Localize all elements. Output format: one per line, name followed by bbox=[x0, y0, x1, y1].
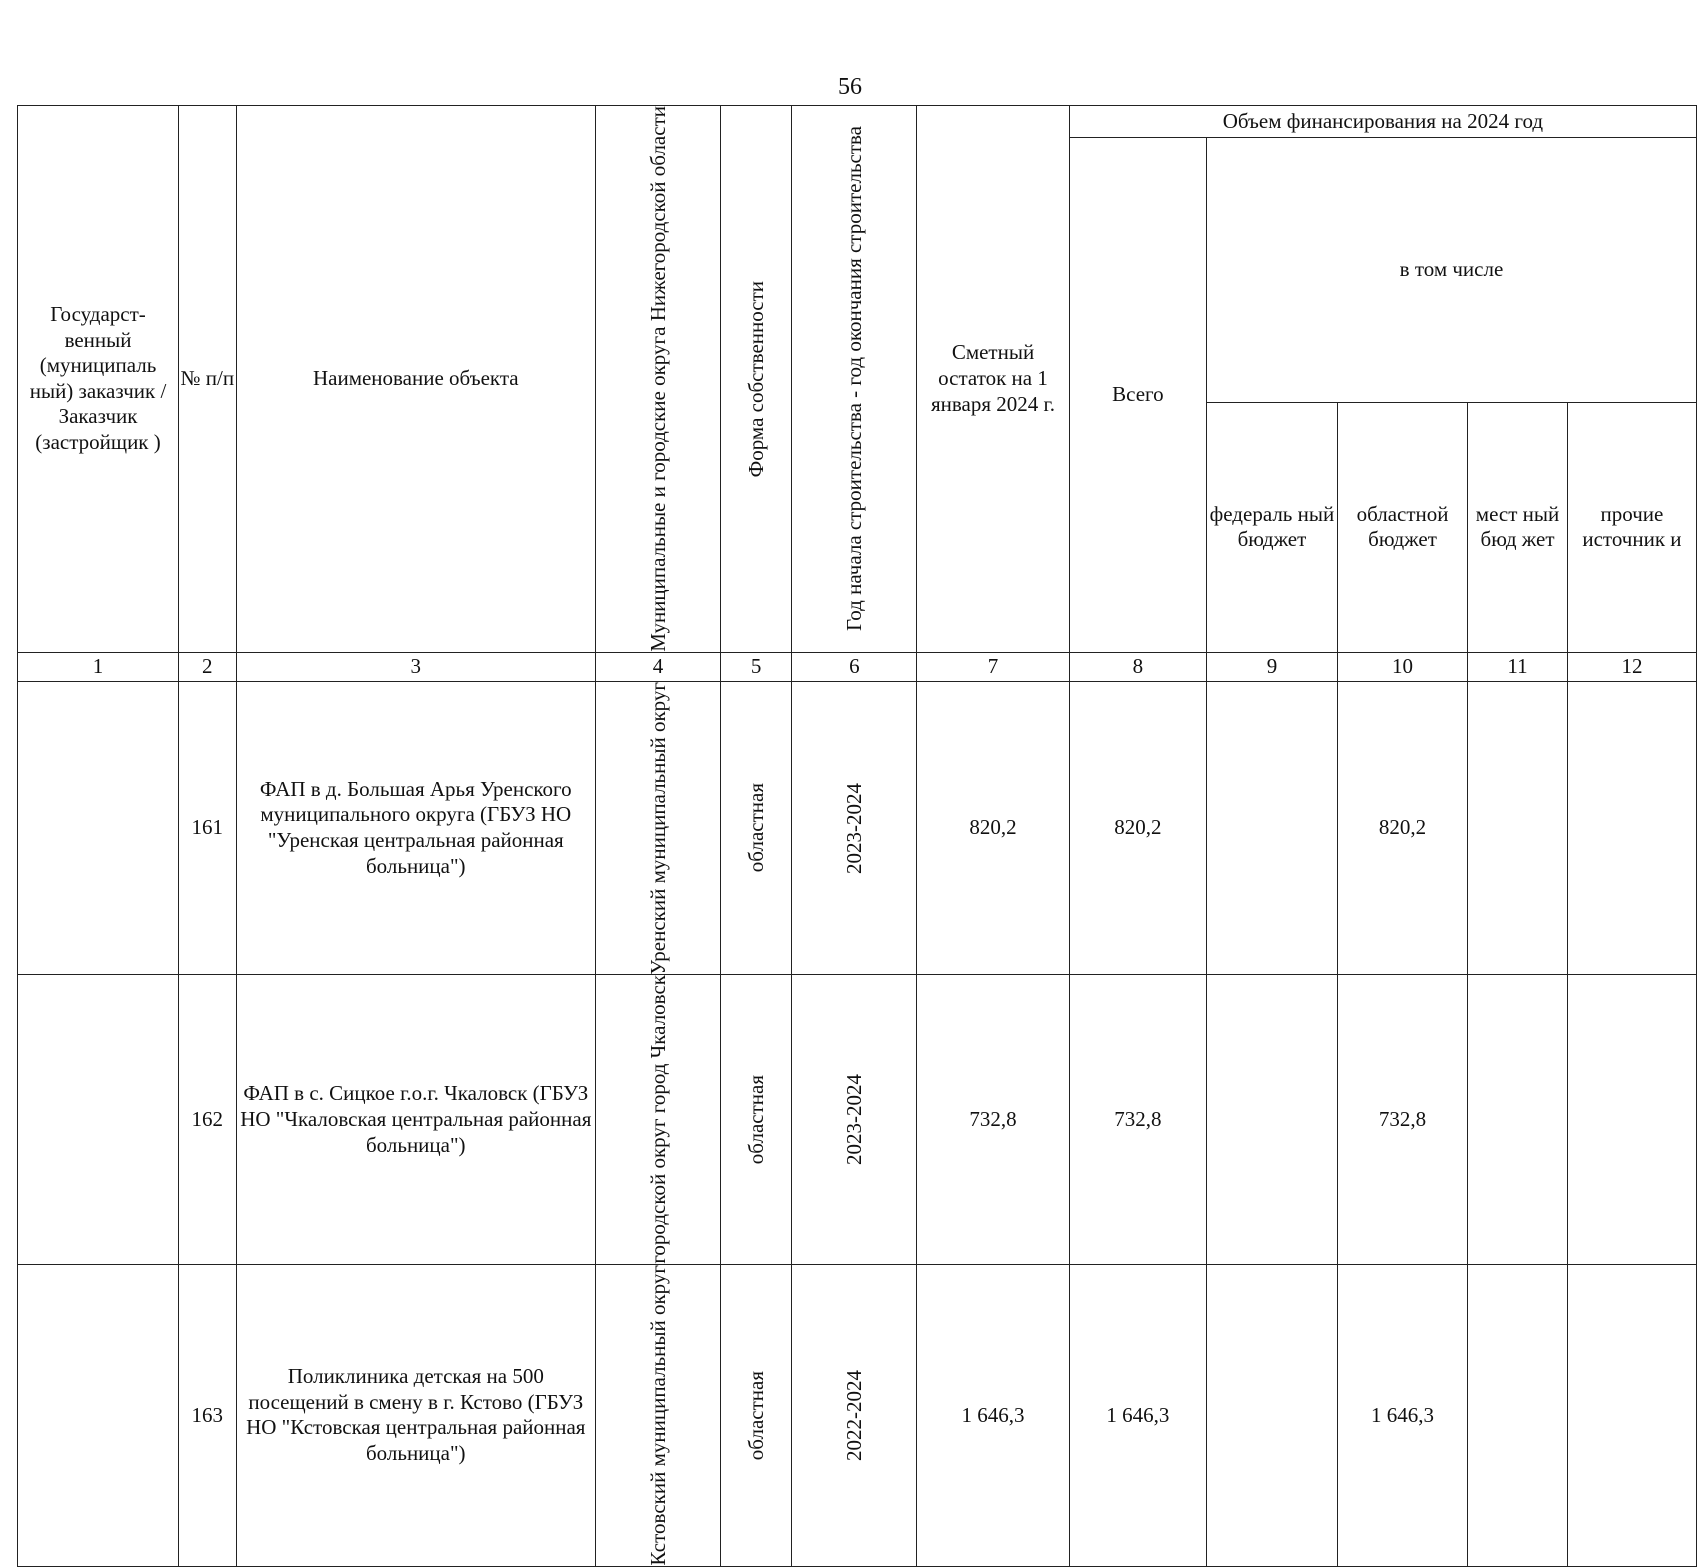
column-number: 2 bbox=[179, 652, 236, 681]
row-customer bbox=[18, 681, 179, 975]
row-remainder: 1 646,3 bbox=[917, 1265, 1070, 1567]
header-total: Всего bbox=[1069, 138, 1206, 653]
row-local bbox=[1468, 1265, 1568, 1567]
row-federal bbox=[1206, 975, 1337, 1265]
row-customer bbox=[18, 1265, 179, 1567]
row-district-text: городской округ город Чкаловск bbox=[645, 975, 670, 1265]
row-federal bbox=[1206, 681, 1337, 975]
row-number: 162 bbox=[179, 975, 236, 1265]
column-number: 8 bbox=[1069, 652, 1206, 681]
row-district-text: Уренский муниципальный округ bbox=[645, 681, 670, 975]
row-years bbox=[792, 1265, 917, 1567]
row-ownership-text: областная bbox=[743, 1075, 768, 1165]
column-number: 10 bbox=[1337, 652, 1467, 681]
financing-table bbox=[17, 105, 1697, 1567]
header-customer: Государст-венный (муниципаль ный) заказчик / Заказчик (застройщик ) bbox=[18, 106, 179, 653]
row-years bbox=[792, 681, 917, 975]
row-years-text: 2023-2024 bbox=[841, 1074, 866, 1166]
header-local: мест ный бюд жет bbox=[1468, 402, 1568, 652]
row-regional: 732,8 bbox=[1337, 975, 1467, 1265]
header-district-text: Муниципальные и городские округа Нижегородской области bbox=[645, 106, 670, 652]
row-other bbox=[1567, 975, 1696, 1265]
column-number: 6 bbox=[792, 652, 917, 681]
column-number: 9 bbox=[1206, 652, 1337, 681]
header-row-number: № п/п bbox=[179, 106, 236, 653]
row-ownership bbox=[720, 681, 792, 975]
column-number: 3 bbox=[236, 652, 596, 681]
row-ownership-text: областная bbox=[743, 1370, 768, 1461]
row-district bbox=[596, 975, 721, 1265]
table-row bbox=[18, 681, 1697, 975]
row-customer bbox=[18, 975, 179, 1265]
row-remainder: 820,2 bbox=[917, 681, 1070, 975]
row-total: 732,8 bbox=[1069, 975, 1206, 1265]
row-regional: 820,2 bbox=[1337, 681, 1467, 975]
column-numbers-row bbox=[18, 652, 1697, 681]
row-ownership bbox=[720, 1265, 792, 1567]
column-number: 1 bbox=[18, 652, 179, 681]
header-district bbox=[596, 106, 721, 653]
row-total: 1 646,3 bbox=[1069, 1265, 1206, 1567]
row-number: 161 bbox=[179, 681, 236, 975]
row-ownership bbox=[720, 975, 792, 1265]
header-years bbox=[792, 106, 917, 653]
row-years-text: 2023-2024 bbox=[841, 782, 866, 874]
row-district-text: Кстовский муниципальный округ bbox=[645, 1265, 670, 1566]
row-other bbox=[1567, 681, 1696, 975]
header-remainder: Сметный остаток на 1 января 2024 г. bbox=[917, 106, 1070, 653]
table-row bbox=[18, 975, 1697, 1265]
header-other: прочие источник и bbox=[1567, 402, 1696, 652]
header-ownership-text: Форма собственности bbox=[743, 280, 768, 478]
header-including: в том числе bbox=[1206, 138, 1696, 403]
header-ownership bbox=[720, 106, 792, 653]
row-remainder: 732,8 bbox=[917, 975, 1070, 1265]
column-number: 7 bbox=[917, 652, 1070, 681]
row-regional: 1 646,3 bbox=[1337, 1265, 1467, 1567]
row-object-name: Поликлиника детская на 500 посещений в смену в г. Кстово (ГБУЗ НО "Кстовская центральная районная больница") bbox=[236, 1265, 596, 1567]
row-total: 820,2 bbox=[1069, 681, 1206, 975]
row-local bbox=[1468, 681, 1568, 975]
table-row bbox=[18, 1265, 1697, 1567]
row-years bbox=[792, 975, 917, 1265]
row-district bbox=[596, 681, 721, 975]
column-number: 5 bbox=[720, 652, 792, 681]
column-number: 4 bbox=[596, 652, 721, 681]
page-number: 56 bbox=[838, 74, 862, 100]
header-financing-title: Объем финансирования на 2024 год bbox=[1069, 106, 1696, 138]
row-object-name: ФАП в д. Большая Арья Уренского муниципального округа (ГБУЗ НО "Уренская центральная районная больница") bbox=[236, 681, 596, 975]
row-other bbox=[1567, 1265, 1696, 1567]
row-district bbox=[596, 1265, 721, 1567]
column-number: 12 bbox=[1567, 652, 1696, 681]
row-years-text: 2022-2024 bbox=[841, 1369, 866, 1461]
header-federal: федераль ный бюджет bbox=[1206, 402, 1337, 652]
column-number: 11 bbox=[1468, 652, 1568, 681]
header-regional: областной бюджет bbox=[1337, 402, 1467, 652]
row-object-name: ФАП в с. Сицкое г.о.г. Чкаловск (ГБУЗ НО "Чкаловская центральная районная больница") bbox=[236, 975, 596, 1265]
row-federal bbox=[1206, 1265, 1337, 1567]
header-years-text: Год начала строительства - год окончания строительства bbox=[841, 126, 866, 632]
row-local bbox=[1468, 975, 1568, 1265]
header-object-name: Наименование объекта bbox=[236, 106, 596, 653]
row-number: 163 bbox=[179, 1265, 236, 1567]
row-ownership-text: областная bbox=[743, 783, 768, 873]
